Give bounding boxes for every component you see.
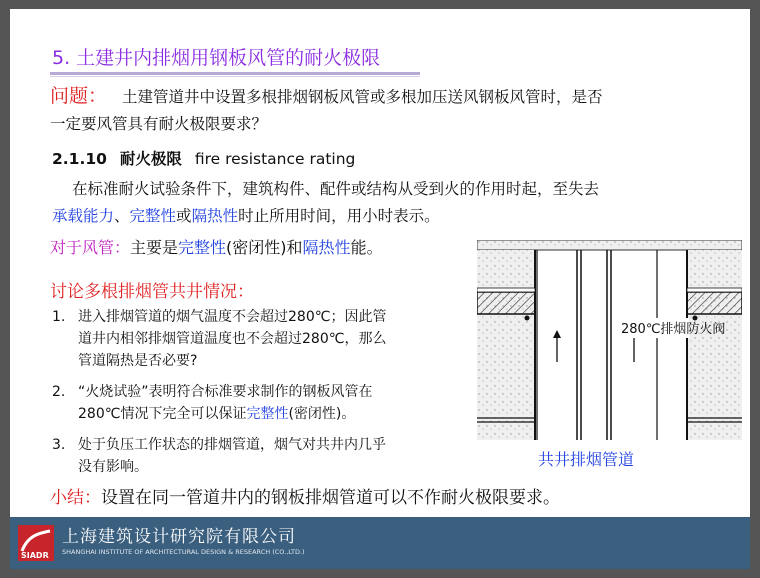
company-logo-icon — [18, 525, 54, 561]
definition-term: 耐火极限 — [119, 150, 182, 168]
item-1-number: 1. — [52, 309, 66, 325]
item-1-line-2: 道井内相邻排烟管道温度也不会超过280℃，那么 — [78, 331, 387, 347]
summary-label: 小结： — [50, 488, 101, 508]
company-name: 上海建筑设计研究院有限公司 — [62, 527, 296, 547]
definition-or: 或 — [176, 207, 192, 225]
right-wall — [687, 250, 742, 440]
title-underline-shadow — [50, 76, 420, 77]
summary-text: 设置在同一管道井内的钢板排烟管道可以不作耐火极限要求。 — [101, 488, 560, 508]
item-3-line-2: 没有影响。 — [78, 459, 148, 475]
duct-line — [50, 235, 383, 258]
discussion-heading: 讨论多根排烟管共井情况： — [50, 282, 254, 302]
title-underline — [50, 72, 420, 75]
damper-dot-left — [525, 316, 530, 321]
item-1-line-1: 进入排烟管道的烟气温度不会超过280℃；因此管 — [78, 309, 387, 325]
duct-text-3: 能。 — [350, 238, 383, 257]
item-1-line-3: 管道隔热是否必要? — [78, 353, 198, 369]
item-2-line-1: “火烧试验”表明符合标准要求制作的钢板风管在 — [78, 384, 373, 400]
logo-text: SIADR — [21, 551, 49, 560]
definition-heading — [52, 147, 355, 169]
top-slab — [477, 240, 742, 250]
definition-english: fire resistance rating — [194, 150, 356, 168]
question-line-1 — [50, 81, 602, 108]
item-2-text-a: 280℃情况下完全可以保证 — [78, 406, 247, 422]
duct-text-1: 主要是 — [130, 238, 179, 257]
definition-line-1: 在标准耐火试验条件下，建筑构件、配件或结构从受到火的作用时起，至失去 — [72, 180, 600, 198]
item-2-text-b: (密闭性)。 — [288, 406, 356, 422]
definition-line-2 — [52, 204, 440, 226]
duct-label: 对于风管： — [50, 238, 131, 257]
slide — [10, 9, 750, 569]
definition-line-2-rest: 时止所用时间，用小时表示。 — [238, 207, 440, 225]
slide-title: 5. 土建井内排烟用钢板风管的耐火极限 — [52, 47, 381, 69]
keyword-bearing-capacity: 承载能力 — [52, 207, 115, 225]
summary-line — [50, 483, 560, 508]
floor-slab-right — [687, 292, 742, 314]
item-2-number: 2. — [52, 384, 66, 400]
item-3-number: 3. — [52, 437, 66, 453]
keyword-insulation: 隔热性 — [191, 207, 239, 225]
definition-code: 2.1.10 — [52, 150, 107, 168]
company-english-name: SHANGHAI INSTITUTE OF ARCHITECTURAL DESIGN & RESEARCH (CO.,LTD.) — [62, 548, 305, 556]
duct-text-2: (密闭性)和 — [226, 238, 303, 257]
floor-slab-left — [477, 292, 535, 314]
keyword-integrity: 完整性 — [129, 207, 177, 225]
question-label: 问题： — [50, 85, 108, 107]
item-2-keyword: 完整性 — [246, 406, 289, 422]
damper-dot-right — [693, 316, 698, 321]
damper-annotation: 280℃排烟防火阀 — [621, 322, 726, 337]
question-text-2: 一定要风管具有耐火极限要求？ — [50, 115, 268, 133]
floor-finish-left — [477, 288, 535, 292]
duct-keyword-insulation: 隔热性 — [302, 238, 351, 257]
airflow-arrow-1 — [553, 330, 561, 362]
item-3-line-1: 处于负压工作状态的排烟管道，烟气对共井内几乎 — [78, 437, 386, 453]
diagram-caption: 共井排烟管道 — [538, 450, 635, 469]
definition-separator: 、 — [114, 207, 130, 225]
shared-shaft-diagram — [477, 240, 742, 440]
duct-keyword-integrity: 完整性 — [178, 238, 227, 257]
left-wall — [477, 250, 535, 440]
floor-finish-right — [687, 288, 742, 292]
question-text-1: 土建管道井中设置多根排烟钢板风管或多根加压送风钢板风管时，是否 — [121, 88, 603, 106]
item-2-line-2 — [78, 403, 355, 425]
footer-bar — [10, 517, 750, 569]
